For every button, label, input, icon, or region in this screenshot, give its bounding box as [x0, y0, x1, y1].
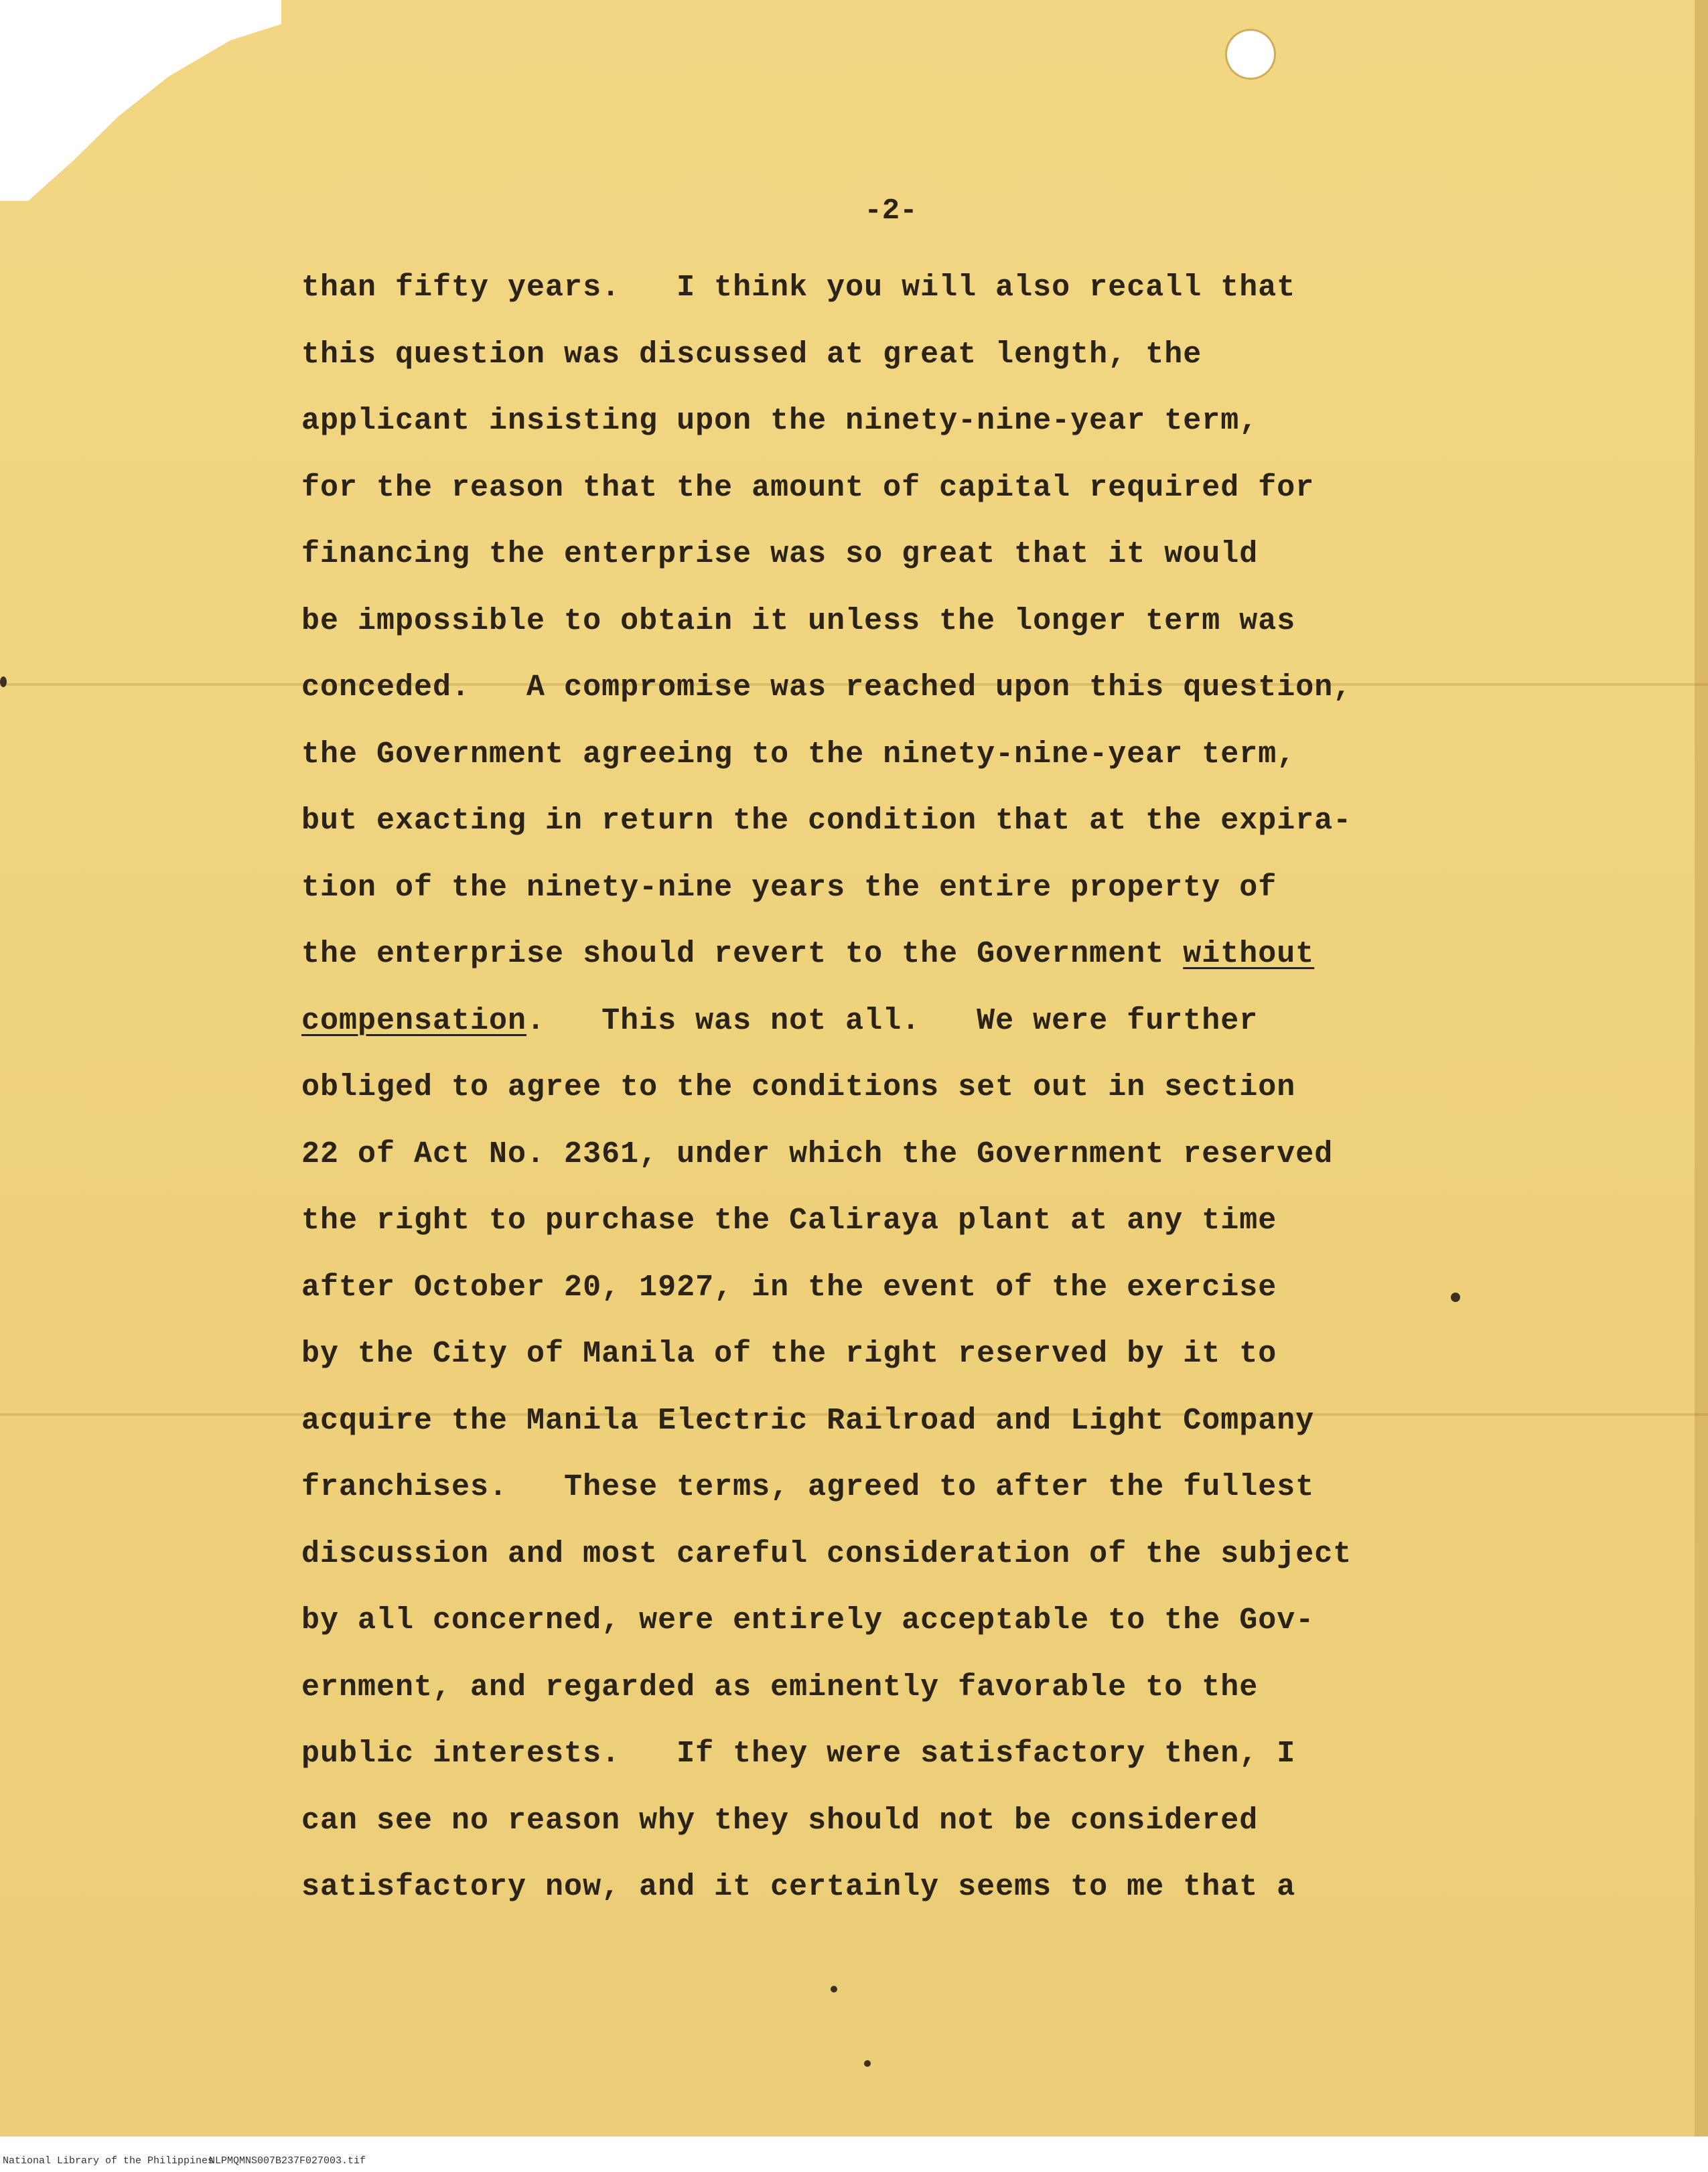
text-line [301, 988, 1534, 1055]
page-number: -2- [864, 194, 918, 228]
text-line: be impossible to obtain it unless the longer term was [301, 603, 1296, 638]
ink-speck [864, 2060, 871, 2067]
text-segment: . This was not all. We were further [526, 1003, 1259, 1038]
text-line: obliged to agree to the conditions set out in section [301, 1070, 1296, 1104]
ink-speck [831, 1986, 837, 1993]
text-segment: the enterprise should revert to the Government [301, 937, 1184, 971]
text-line: conceded. A compromise was reached upon this question, [301, 670, 1352, 705]
underlined-text: compensation [301, 1003, 527, 1038]
text-line: by the City of Manila of the right reserved by it to [301, 1337, 1277, 1371]
text-line: ernment, and regarded as eminently favorable to the [301, 1670, 1259, 1705]
text-line: the Government agreeing to the ninety-nine-year term, [301, 737, 1296, 772]
text-line: the right to purchase the Caliraya plant at any time [301, 1204, 1277, 1238]
footer-filename: NLPMQMNS007B237F027003.tif [209, 2155, 366, 2167]
text-line: by all concerned, were entirely acceptable to the Gov- [301, 1603, 1315, 1638]
underlined-text: without [1183, 937, 1315, 971]
ink-speck [0, 676, 7, 687]
footer-strip [0, 2137, 1708, 2172]
text-line: after October 20, 1927, in the event of the exercise [301, 1270, 1277, 1305]
letter-body [301, 255, 1534, 1921]
text-line: franchises. These terms, agreed to after the fullest [301, 1470, 1315, 1504]
text-line: this question was discussed at great length, the [301, 337, 1202, 372]
text-line: tion of the ninety-nine years the entire property of [301, 870, 1277, 905]
text-line [301, 921, 1534, 988]
text-line: but exacting in return the condition that at the expira- [301, 804, 1352, 838]
text-line: can see no reason why they should not be considered [301, 1803, 1259, 1838]
text-line: satisfactory now, and it certainly seems to me that a [301, 1870, 1296, 1904]
text-line: applicant insisting upon the ninety-nine-year term, [301, 404, 1259, 438]
text-line: discussion and most careful consideration of the subject [301, 1536, 1352, 1571]
text-line: 22 of Act No. 2361, under which the Government reserved [301, 1137, 1334, 1171]
paper-edge [1695, 0, 1708, 2137]
footer-institution: National Library of the Philippines [3, 2155, 214, 2167]
text-line: acquire the Manila Electric Railroad and Light Company [301, 1403, 1315, 1438]
text-line: for the reason that the amount of capital required for [301, 470, 1315, 505]
text-line: public interests. If they were satisfactory then, I [301, 1737, 1296, 1771]
text-line: than fifty years. I think you will also recall that [301, 271, 1296, 305]
text-line: financing the enterprise was so great that it would [301, 537, 1259, 571]
punch-hole [1227, 31, 1274, 78]
